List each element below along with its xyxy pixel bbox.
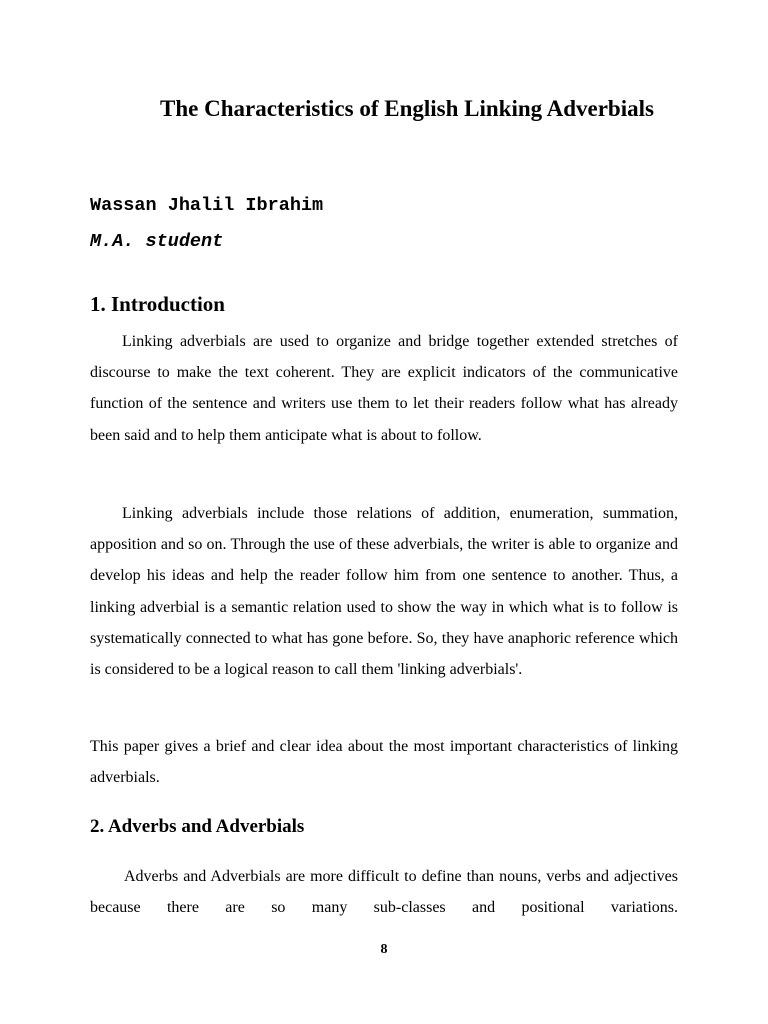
author-degree: M.A. student [90, 231, 224, 252]
section-heading-adverbs: 2. Adverbs and Adverbials [90, 816, 305, 837]
paragraph: Linking adverbials include those relations of addition, enumeration, summation, apposition and so on. Through the use of these adverbials, the writer is able to organize and develop his ideas and help the reader follow him from one sentence to another. Thus, a linking adverbial is a semantic relation used to show the way in which what is to follow is systematically connected to what has gone before. So, they have anaphoric reference which is considered to be a logical reason to call them 'linking adverbials'. [90, 505, 678, 679]
author-name: Wassan Jhalil Ibrahim [90, 195, 324, 216]
paragraph: Linking adverbials are used to organize and bridge together extended stretches of discourse to make the text coherent. They are explicit indicators of the communicative function of the sentence and writers use them to let their readers follow what has already been said and to help them anticipate what is about to follow. [90, 333, 678, 444]
paper-title: The Characteristics of English Linking Adverbials [160, 96, 654, 121]
page-number: 8 [380, 942, 388, 957]
paragraph: Adverbs and Adverbials are more difficult to define than nouns, verbs and adjectives because there are so many sub-classes and positional variations. [90, 868, 678, 917]
section-heading-introduction: 1. Introduction [90, 292, 225, 316]
paragraph: This paper gives a brief and clear idea about the most important characteristics of linking adverbials. [90, 738, 678, 787]
